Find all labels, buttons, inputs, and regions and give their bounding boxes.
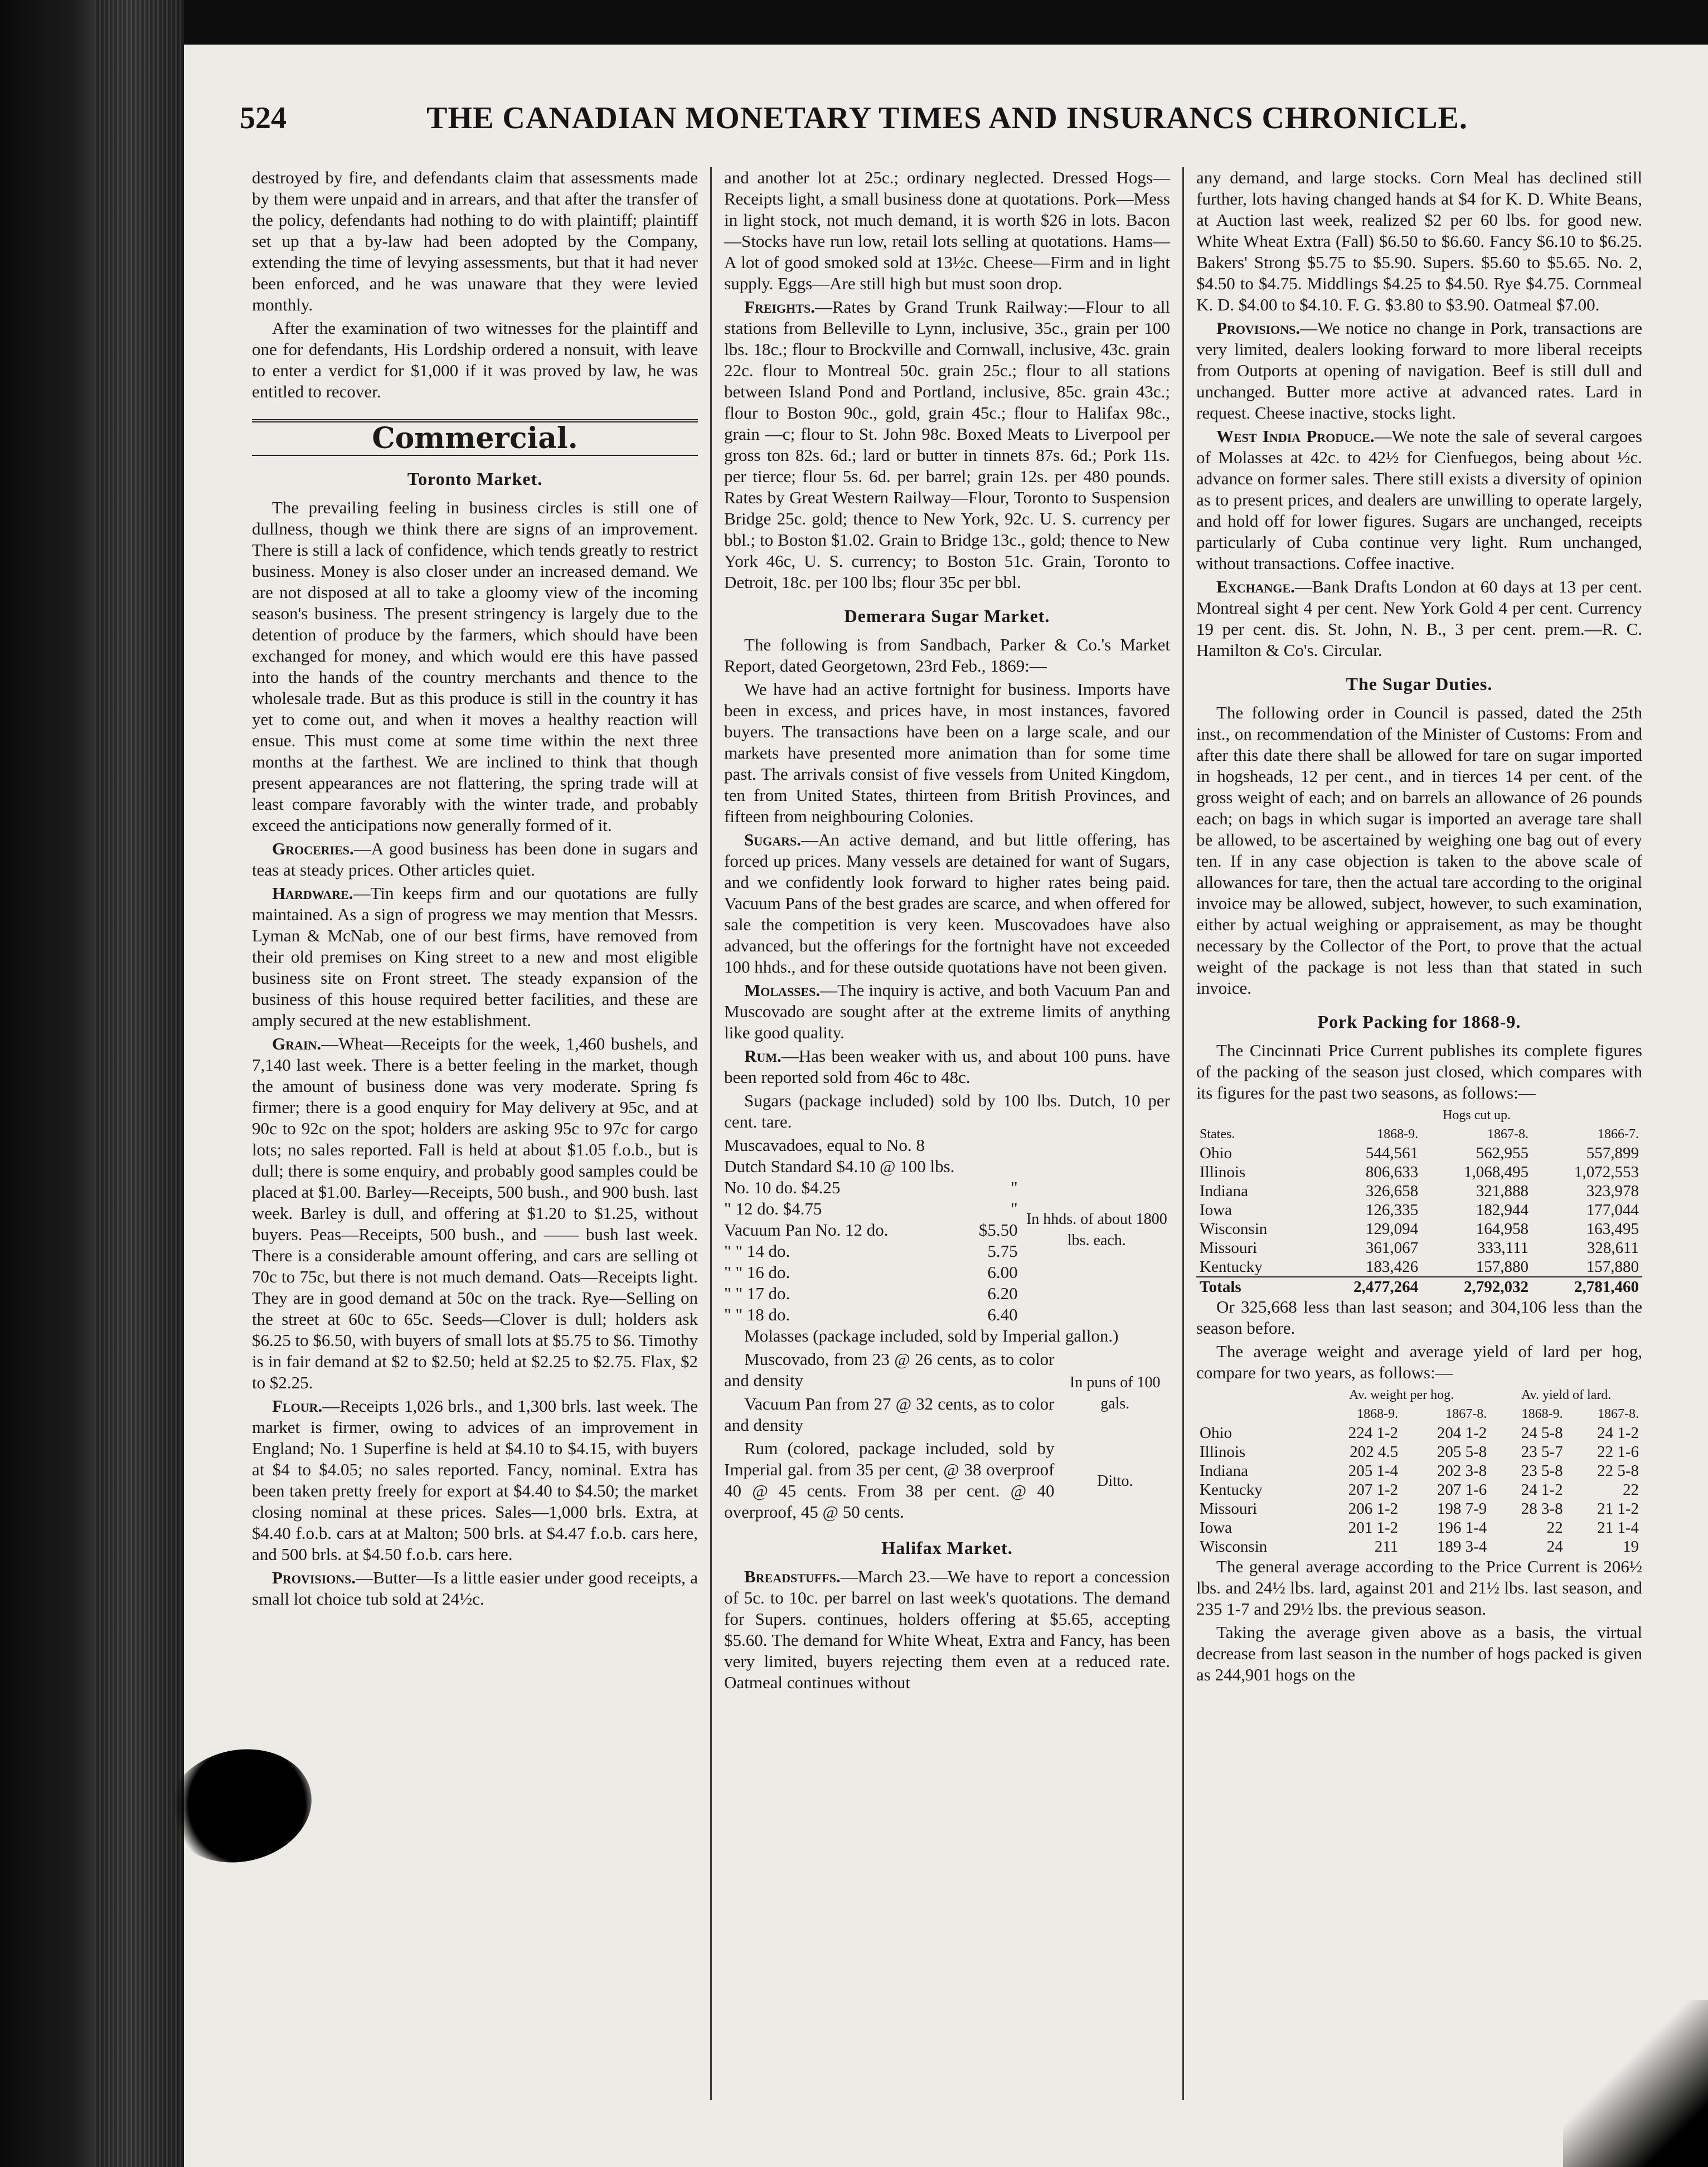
newspaper-page — [184, 45, 1708, 2167]
cell: 24 5-8 — [1521, 1424, 1563, 1442]
paragraph: Molasses (package included, sold by Imperial gallon.) — [744, 1326, 1119, 1345]
lead-word: Breadstuffs. — [744, 1567, 841, 1586]
column-subheader — [1196, 1405, 1313, 1423]
molasses-price-list — [724, 1349, 1170, 1438]
cell: Kentucky — [1200, 1481, 1263, 1499]
cell: Iowa — [1200, 1201, 1232, 1219]
cell: 24 — [1546, 1538, 1563, 1556]
price-line: Muscovado, from 23 @ 26 cents, as to color and density — [724, 1349, 1055, 1390]
cell: 126,335 — [1365, 1201, 1419, 1219]
table-row — [1196, 1423, 1642, 1442]
cell: 333,111 — [1477, 1239, 1529, 1257]
price-row — [724, 1135, 1018, 1156]
cell: Wisconsin — [1200, 1220, 1268, 1238]
cell: 28 3-8 — [1521, 1500, 1563, 1518]
price-label: " " 17 do. — [724, 1284, 790, 1303]
price-row — [724, 1262, 1018, 1283]
price-label: " " 18 do. — [724, 1305, 790, 1324]
cell: 198 7-9 — [1437, 1500, 1487, 1518]
price-label: Muscavadoes, equal to No. 8 — [724, 1135, 925, 1155]
market-heading: Halifax Market. — [881, 1538, 1013, 1558]
cell: 196 1-4 — [1437, 1519, 1487, 1537]
cell: Illinois — [1200, 1163, 1246, 1181]
paragraph: Sugars (package included) sold by 100 lbs. Dutch, 10 per cent. tare. — [724, 1091, 1170, 1131]
paragraph-text: —Wheat—Receipts for the week, 1,460 bushels, and 7,140 last week. There is a better feeling in the market, though the amount of business done was very moderate. Spring fs firmer; there is a good enquiry for May delivery at 95c, and at 90c to 92c on the spot; holders are asking 95c to 97c for cargo lots; no sales reported. Fall is held at about $1.05 f.o.b., but is dull; there is some enquiry, and probably good samples could be placed at $1.00. Barley—Receipts, 500 bush., and 900 bush. last week. Barley is dull, and offering at $1.20 to $1.25, without buyers. Peas—Receipts, 500 bush., and —— bush last week. There is a considerable amount offering, and cars are selling ot 70c to 75c, but there is not much demand. Oats—Receipts light. They are in good demand at 50c on the track. Rye—Selling on the street at 60c to 65c. Seeds—Clover is dull; holders ask $6.25 to $6.50, with buyers of small lots at $5.75 to $6. Timothy is in fair demand at $2 to $2.50; held at $2.25 to $2.75. Flax, $2 to $2.25. — [252, 1034, 698, 1392]
table-row — [1196, 1480, 1642, 1499]
cell: 19 — [1623, 1538, 1639, 1556]
paragraph-provisions — [1196, 318, 1642, 424]
article-columns — [240, 167, 1654, 2100]
paragraph: any demand, and large stocks. Corn Meal has declined still further, lots having changed hands at $4 for K. D. White Beans, at Auction last week, realized $2 per 60 lbs. for good new. White Wheat Extra (Fall) $6.50 to $6.60. Fancy $6.10 to $6.25. Bakers' Strong $5.75 to $5.90. Supers. $5.60 to $5.65. No. 2, $4.50 to $4.75. Middlings $4.25 to $4.50. Rye $4.75. Cornmeal K. D. $4.00 to $4.10. F. G. $3.80 to $3.90. Oatmeal $7.00. — [1196, 168, 1642, 314]
paragraph: Taking the average given above as a basis, the virtual decrease from last season in the number of hogs packed is given as 244,901 hogs on the — [1196, 1622, 1642, 1684]
cell: 224 1-2 — [1348, 1424, 1399, 1442]
lead-word: Freights. — [744, 297, 815, 317]
average-weight-table — [1196, 1386, 1642, 1556]
cell: 129,094 — [1365, 1220, 1419, 1238]
lead-word: Sugars. — [744, 830, 802, 849]
price-label: Dutch Standard $4.10 @ 100 lbs. — [724, 1157, 955, 1176]
cell: 201 1-2 — [1348, 1519, 1399, 1537]
price-row — [724, 1241, 1018, 1262]
price-value: " — [1011, 1199, 1018, 1218]
paragraph: The Cincinnati Price Current publishes its complete figures of the packing of the season just closed, which compares with its figures for the past two seasons, as follows:— — [1196, 1041, 1642, 1102]
price-value: 6.40 — [987, 1305, 1018, 1324]
paragraph: The average weight and average yield of lard per hog, compare for two years, as follows:— — [1196, 1342, 1642, 1382]
column-header: States. — [1200, 1127, 1235, 1141]
paragraph-rum — [724, 1046, 1170, 1088]
lead-word: Flour. — [272, 1396, 323, 1416]
table-subheader-row — [1196, 1405, 1642, 1423]
cell: 321,888 — [1476, 1182, 1529, 1200]
cell: Indiana — [1200, 1462, 1248, 1480]
cell: 183,426 — [1365, 1258, 1419, 1276]
paragraph-text: —Bank Drafts London at 60 days at 13 per cent. Montreal sight 4 per cent. New York Gold 4 per cent. Currency 19 per cent. dis. St. John, N. B., 3 per cent. prem.—R. C. Hamilton & Co's. Circular. — [1196, 577, 1642, 660]
price-line: Rum (colored, package included, sold by Imperial gal. from 35 per cent, @ 38 overproof 40 @ 45 cents. From 38 per cent. @ 40 overproof, 45 @ 50 cents. — [724, 1439, 1055, 1522]
paragraph-text: —Has been weaker with us, and about 100 puns. have been reported sold from 46c to 48c. — [724, 1046, 1170, 1087]
column-header: Av. weight per hog. — [1349, 1388, 1454, 1402]
cell: 326,658 — [1365, 1182, 1419, 1200]
paragraph-hardware — [252, 883, 698, 1031]
paragraph-breadstuffs — [724, 1566, 1170, 1693]
paragraph-text: —We notice no change in Pork, transactions are very limited, dealers looking forward to more liberal receipts from Outports at opening of navigation. Beef is still dull and unchanged. Butter more active at advanced rates. Lard in request. Cheese inactive, stocks light. — [1196, 318, 1642, 422]
column-header: 1868-9. — [1377, 1127, 1419, 1141]
cell: 562,955 — [1476, 1144, 1529, 1162]
bracket-note: In hhds. of about 1800 lbs. each. — [1026, 1211, 1167, 1249]
cell: 205 5-8 — [1437, 1443, 1487, 1461]
table-row — [1196, 1219, 1642, 1238]
cell: Ohio — [1200, 1424, 1232, 1442]
paragraph: The prevailing feeling in business circles is still one of dullness, though we think there are signs of an improvement. There is still a lack of confidence, which tends greatly to restrict business. Money is also closer under an increased demand. We are not disposed at all to take a gloomy view of the incoming season's business. The present stringency is largely due to the detention of produce by the farmers, which should have been exchanged for money, and which would ere this have passed into the hands of the country merchants and thence to the wholesale trade. But as this produce is still in the country it has yet to come out, and when it moves a healthy reaction will ensue. This must come at some time within the next three months at the farthest. We are inclined to think that though present appearances are not flattering, the spring trade will at least compare favorably with the winter trade, and probably exceed the anticipations now generally formed of it. — [252, 498, 698, 835]
section-heading: Commercial. — [252, 419, 698, 456]
column-subheader: 1868-9. — [1357, 1407, 1399, 1421]
cell: 22 1-6 — [1597, 1443, 1639, 1461]
lead-word: Grain. — [272, 1034, 322, 1053]
cell: 207 1-6 — [1437, 1481, 1487, 1499]
price-label: " " 16 do. — [724, 1262, 790, 1282]
cell: 2,792,032 — [1421, 1277, 1532, 1296]
paragraph-text: —The inquiry is active, and both Vacuum Pan and Muscovado are sought after at the extreme limits of anything like good quality. — [724, 980, 1170, 1042]
cell: 207 1-2 — [1348, 1481, 1399, 1499]
paragraph: and another lot at 25c.; ordinary neglected. Dressed Hogs—Receipts light, a small business done at quotations. Pork—Mess in light stock, not much demand, it is worth $26 in lots. Bacon—Stocks have run low, retail lots selling at quotations. Hams—A lot of good smoked sold at 13½c. Cheese—Firm and in light supply. Eggs—Are still high but must soon drop. — [724, 168, 1170, 293]
cell: 177,044 — [1586, 1201, 1639, 1219]
price-value: 6.00 — [987, 1262, 1018, 1282]
table-row — [1196, 1163, 1642, 1182]
table-row — [1196, 1201, 1642, 1219]
market-heading: Demerara Sugar Market. — [844, 606, 1050, 626]
market-heading: Toronto Market. — [407, 469, 543, 489]
paragraph-grain — [252, 1033, 698, 1393]
paragraph: The following is from Sandbach, Parker & Co.'s Market Report, dated Georgetown, 23rd Feb., 1869:— — [724, 635, 1170, 676]
lead-word: Groceries. — [272, 839, 354, 858]
table-row — [1196, 1499, 1642, 1518]
column-2 — [710, 167, 1182, 2100]
paragraph-sugars — [724, 829, 1170, 978]
price-rows — [724, 1135, 1018, 1325]
paragraph-text: —We note the sale of several cargoes of Molasses at 42c. to 42½ for Cienfuegos, being about ½c. advance on former sales. There still exists a diversity of opinion as to present prices, and dealers are unwilling to operate largely, and hold off for lower figures. Sugars are unchanged, receipts particularly of Cuba continue very light. Rum unchanged, without transactions. Coffee inactive. — [1196, 426, 1642, 573]
paragraph-text: —Butter—Is a little easier under good receipts, a small lot choice tub sold at 24½c. — [252, 1568, 698, 1609]
price-line: Vacuum Pan from 27 @ 32 cents, as to color and density — [724, 1394, 1055, 1435]
lead-word: Rum. — [744, 1046, 782, 1066]
paragraph-exchange — [1196, 576, 1642, 661]
cell: 202 3-8 — [1437, 1462, 1487, 1480]
paragraph-molasses — [724, 980, 1170, 1043]
column-subheader: 1867-8. — [1598, 1407, 1639, 1421]
price-label: " " 14 do. — [724, 1241, 790, 1261]
cell: 323,978 — [1586, 1182, 1639, 1200]
price-label: No. 10 do. $4.25 — [724, 1178, 841, 1197]
table-caption: Hogs cut up. — [1443, 1108, 1511, 1123]
lead-word: Molasses. — [744, 980, 821, 1000]
cell: 1,072,553 — [1574, 1163, 1639, 1181]
table-row — [1196, 1442, 1642, 1461]
cell: 22 — [1623, 1481, 1639, 1499]
spine-page-edges — [95, 0, 184, 2167]
lead-word: Provisions. — [1216, 318, 1301, 338]
price-row — [724, 1219, 1018, 1241]
cell: Iowa — [1200, 1519, 1232, 1537]
lead-word: West India Produce. — [1216, 426, 1375, 446]
cell: 202 4.5 — [1350, 1443, 1399, 1461]
column-header: 1867-8. — [1487, 1127, 1529, 1141]
hogs-table — [1196, 1106, 1642, 1296]
paragraph: destroyed by fire, and defendants claim that assessments made by them were unpaid and in arrears, and that after the transfer of the policy, defendants had nothing to do with plaintiff; plaintiff set up that a by-law had been adopted by the Company, extending the time of levying assessments, but that it had never been enforced, and he was unaware that they were levied monthly. — [252, 168, 698, 314]
cell: 206 1-2 — [1348, 1500, 1399, 1518]
molasses-lines — [724, 1349, 1055, 1438]
cell: 164,958 — [1476, 1220, 1529, 1238]
cell: Indiana — [1200, 1182, 1248, 1200]
column-header: 1866-7. — [1598, 1127, 1639, 1141]
cell: 157,880 — [1476, 1258, 1529, 1276]
table-caption-row — [1196, 1106, 1642, 1125]
cell: 2,477,264 — [1311, 1277, 1421, 1296]
page-number: 524 — [240, 101, 287, 135]
cell: 23 5-8 — [1521, 1462, 1563, 1480]
cell: Missouri — [1200, 1239, 1258, 1257]
cell: Missouri — [1200, 1500, 1258, 1518]
table-row — [1196, 1461, 1642, 1480]
market-heading: The Sugar Duties. — [1346, 674, 1493, 694]
cell: 211 — [1374, 1538, 1399, 1556]
bracket-note: In puns of 100 gals. — [1069, 1374, 1161, 1412]
paragraph-text: —Tin keeps firm and our quotations are fully maintained. As a sign of progress we may mention that Messrs. Lyman & McNab, one of our best firms, have removed from their old premises on King street to a new and most eligible business site on Front street. The steady expansion of the business of this house required better facilities, and these are amply secured at the new establishment. — [252, 883, 698, 1030]
price-row — [724, 1304, 1018, 1325]
price-value: " — [1011, 1178, 1018, 1197]
cell: 22 — [1546, 1519, 1563, 1537]
paragraph-west-india — [1196, 426, 1642, 574]
rum-price-list — [724, 1438, 1170, 1525]
cell: 157,880 — [1586, 1258, 1639, 1276]
price-value: $5.50 — [978, 1220, 1018, 1240]
table-row — [1196, 1182, 1642, 1201]
cell: 163,495 — [1586, 1220, 1639, 1238]
price-row — [724, 1156, 1018, 1177]
corner-shadow — [1563, 2000, 1708, 2167]
cell: 24 1-2 — [1597, 1424, 1639, 1442]
market-heading: Pork Packing for 1868-9. — [1317, 1012, 1521, 1032]
column-3 — [1182, 167, 1654, 2100]
table-row — [1196, 1537, 1642, 1556]
paragraph: We have had an active fortnight for business. Imports have been in excess, and prices have, in most instances, favored buyers. The transactions have been on a large scale, and our markets have presented more animation than for some time past. The arrivals consist of five vessels from United Kingdom, ten from United States, thirteen from British Provinces, and fifteen from neighbouring Colonies. — [724, 679, 1170, 826]
column-header — [1196, 1386, 1313, 1405]
table-row — [1196, 1144, 1642, 1163]
paragraph-groceries — [252, 838, 698, 881]
paragraph-text: —Rates by Grand Trunk Railway:—Flour to all stations from Belleville to Lynn, inclusive, 35c., grain per 100 lbs. 18c.; flour to Brockville and Cornwall, inclusive, 43c. grain 22c. flour to Montreal 50c. grain 25c.; flour to all stations between Island Pond and Portland, inclusive, 85c. grain 43c.; flour to Boston 90c., gold, grain 45c.; flour to Halifax 98c., grain —c; flour to St. John 98c. Boxed Meats to Liverpool per gross ton 82s. 6d.; lard or butter in tinnets 87s. 6d.; Pork 11s. per tierce; flour 5s. 6d. per barrel; grain 12s. per 480 pounds. Rates by Great Western Railway—Flour, Toronto to Suspension Bridge 25c. gold; thence to New York, 92c. U. S. currency per bbl.; to Boston $1.02. Grain to Bridge 13c., gold; thence to New York 46c, U. S. currency; to Boston 51c. Grain, Toronto to Detroit, 18c. per 100 lbs; flour 35c per bbl. — [724, 297, 1170, 592]
column-subheader: 1867-8. — [1445, 1407, 1487, 1421]
running-head — [240, 100, 1654, 145]
column-header: Av. yield of lard. — [1521, 1388, 1612, 1402]
cell: 1,068,495 — [1464, 1163, 1529, 1181]
cell: 361,067 — [1365, 1239, 1419, 1257]
price-row — [724, 1283, 1018, 1304]
table-row — [1196, 1518, 1642, 1537]
paragraph: The following order in Council is passed, dated the 25th inst., on recommendation of the Minister of Customs: From and after this date there shall be allowed for tare on sugar imported in hogsheads, 12 per cent., and in tierces 14 per cent. of the gross weight of each; and on barrels an allowance of 26 pounds each; on bags in which sugar is imported an average tare shall be allowed, to be ascertained by weighing one bag out of every ten. If in any case objection is taken to the above scale of allowances for tare, then the actual tare according to the original invoice may be allowed, subject, however, to such examination, either by actual weighing or appraisement, as may be thought necessary by the Collector of the Port, to prove that the actual weight of the package is not less than that stated in such invoice. — [1196, 703, 1642, 998]
cell: 806,633 — [1365, 1163, 1419, 1181]
column-subheader: 1868-9. — [1521, 1407, 1563, 1421]
cell: 182,944 — [1476, 1201, 1529, 1219]
price-label: " 12 do. $4.75 — [724, 1199, 822, 1218]
price-row — [724, 1177, 1018, 1198]
cell: 204 1-2 — [1437, 1424, 1487, 1442]
paragraph-provisions — [252, 1567, 698, 1610]
price-value: 6.20 — [987, 1284, 1018, 1303]
paragraph-text: —March 23.—We have to report a concession of 5c. to 10c. per barrel on last week's quotations. The demand for Supers. continues, holders offering at $5.65, accepting $5.60. The demand for White Wheat, Extra and Fancy, has been very limited, buyers rejecting them even at a reduced rate. Oatmeal continues without — [724, 1567, 1170, 1692]
sugar-price-list — [724, 1135, 1170, 1325]
table-header-row — [1196, 1386, 1642, 1405]
paragraph-text: —Receipts 1,026 brls., and 1,300 brls. last week. The market is firmer, owing to advices of an improvement in England; No. 1 Superfine is held at $4.10 to $4.15, with buyers at $4 to $4.05; no sales reported. Fancy, nominal. Extra has been taken pretty freely for export at $4.40 to $4.50; the market closing nominal at these prices. Sales—1,000 brls. Extra, at $4.40 f.o.b. cars at at Malton; 500 brls. at $4.47 f.o.b. cars here, and 500 brls. at $4.50 f.o.b. cars here. — [252, 1396, 698, 1564]
paragraph-freights — [724, 297, 1170, 593]
journal-title: THE CANADIAN MONETARY TIMES AND INSURANCS CHRONICLE. — [426, 101, 1468, 135]
paragraph: After the examination of two witnesses for the plaintiff and one for defendants, His Lordship ordered a nonsuit, with leave to enter a verdict for $1,000 if it was proved by law, he was entitled to recover. — [252, 318, 698, 401]
cell: 328,611 — [1586, 1239, 1639, 1257]
cell: Wisconsin — [1200, 1538, 1268, 1556]
price-label: Vacuum Pan No. 12 do. — [724, 1220, 889, 1240]
lead-word: Hardware. — [272, 883, 353, 903]
paragraph-text: —An active demand, and but little offering, has forced up prices. Many vessels are detained for want of Sugars, and we confidently look forward to higher rates being paid. Vacuum Pans of the best grades are scarce, and when offered for sale the competition is very keen. Muscovadoes have also advanced, but the offerings for the fortnight have not exceeded 100 hhds., and for these outside quotations have not been given. — [724, 830, 1170, 976]
table-row — [1196, 1257, 1642, 1277]
totals-row — [1196, 1277, 1642, 1296]
bracket-note: Ditto. — [1096, 1473, 1133, 1490]
cell: 23 5-7 — [1521, 1443, 1563, 1461]
cell: 21 1-4 — [1597, 1519, 1639, 1537]
cell: 189 3-4 — [1437, 1538, 1487, 1556]
table-row — [1196, 1238, 1642, 1257]
paragraph-text: —A good business has been done in sugars and teas at steady prices. Other articles quiet. — [252, 839, 698, 880]
cell: 21 1-2 — [1597, 1500, 1639, 1518]
lead-word: Provisions. — [272, 1568, 356, 1587]
table-header-row — [1196, 1125, 1642, 1144]
cell: 24 1-2 — [1521, 1481, 1563, 1499]
paragraph: The general average according to the Price Current is 206½ lbs. and 24½ lbs. lard, against 201 and 21½ lbs. last season, and 235 1-7 and 29½ lbs. the previous season. — [1196, 1557, 1642, 1619]
cell: Totals — [1196, 1277, 1311, 1296]
paragraph: Or 325,668 less than last season; and 304,106 less than the season before. — [1196, 1297, 1642, 1338]
paragraph-flour — [252, 1396, 698, 1565]
cell: 2,781,460 — [1532, 1277, 1642, 1296]
cell: 557,899 — [1586, 1144, 1639, 1162]
cell: 22 5-8 — [1597, 1462, 1639, 1480]
price-row — [724, 1198, 1018, 1219]
cell: 544,561 — [1365, 1144, 1419, 1162]
cell: Ohio — [1200, 1144, 1232, 1162]
cell: Kentucky — [1200, 1258, 1263, 1276]
cell: Illinois — [1200, 1443, 1246, 1461]
cell: 205 1-4 — [1348, 1462, 1399, 1480]
price-value: 5.75 — [987, 1241, 1018, 1261]
lead-word: Exchange. — [1216, 577, 1295, 596]
